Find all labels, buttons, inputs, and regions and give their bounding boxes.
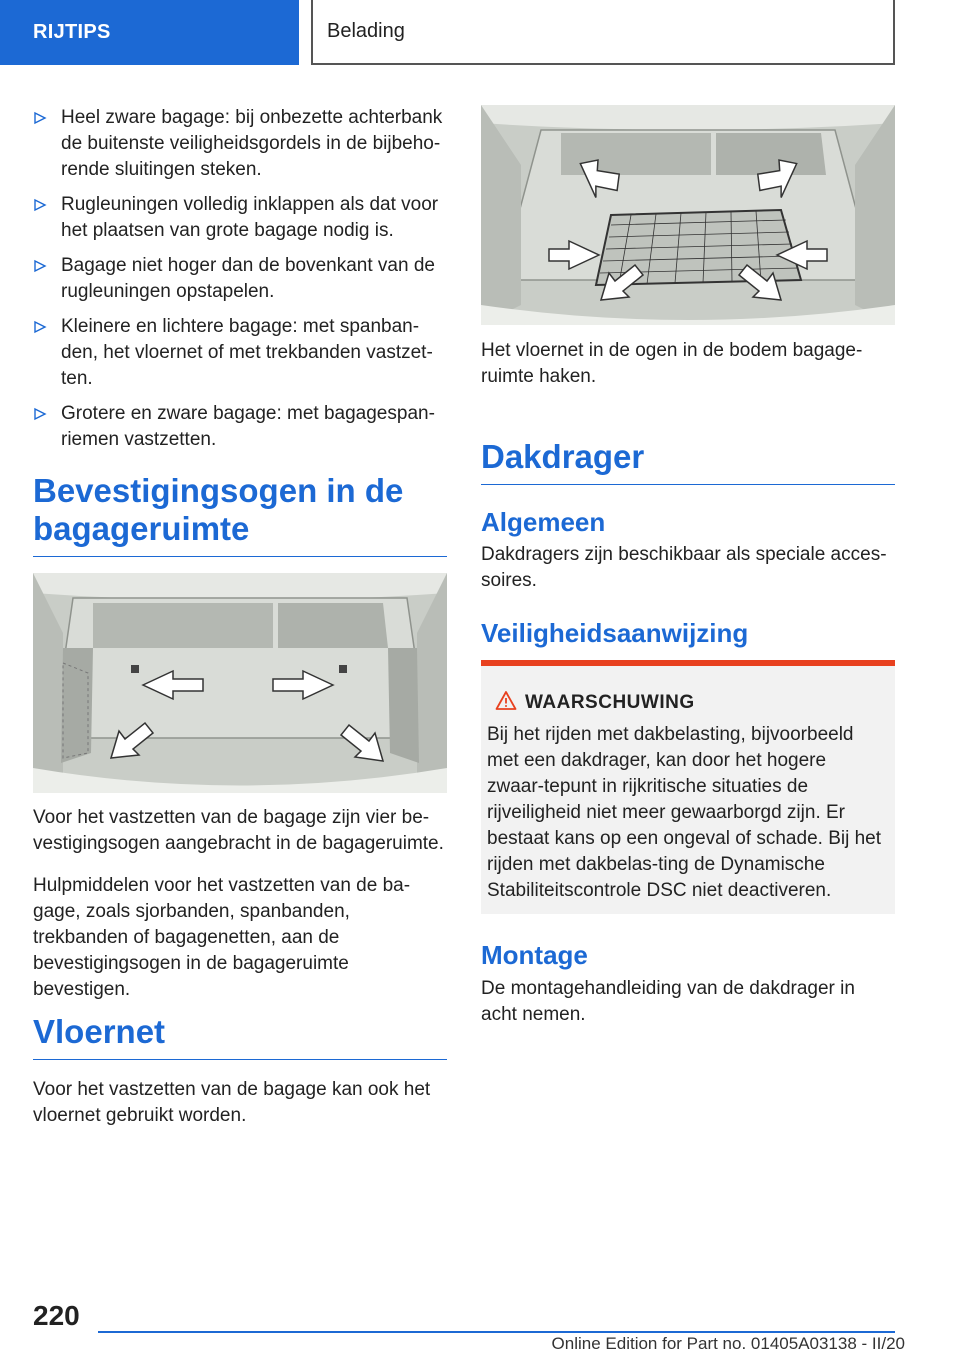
paragraph-bevestiging-1: Voor het vastzetten van de bagage zijn vier be-vestigingsogen aangebracht in de bagageruimte. [33, 807, 444, 854]
warning-text: Bij het rijden met dakbelasting, bijvoorbeeld met een dakdrager, kan door het hogere zwaar-tepunt in rijkritische situaties de rijveiligheid niet meer gewaarborgd zijn. Er bestaat kans op een ongeval of schade. Bij het rijden met dakbelas-ting de Dynamische Stabiliteitscontrole DSC niet deactiveren. [487, 724, 881, 901]
heading-vloernet: Vloernet [33, 1013, 447, 1060]
warning-triangle-icon [495, 690, 517, 712]
warning-box [481, 660, 895, 914]
header-section-tab: RIJTIPS [0, 0, 299, 65]
paragraph-algemeen: Dakdragers zijn beschikbaar als speciale acces-soires. [481, 544, 887, 591]
trunk-floor-net-photo [481, 105, 895, 325]
header-chapter-title: Belading [311, 0, 895, 65]
heading-montage: Montage [481, 940, 588, 970]
heading-algemeen: Algemeen [481, 507, 606, 537]
triangle-bullet-icon [33, 111, 47, 125]
list-item-text: Heel zware bagage: bij onbezette achterbank de buitenste veiligheidsgordels in de bijbeho-rende sluitingen steken. [61, 107, 443, 180]
list-item-text: Bagage niet hoger dan de bovenkant van de rugleuningen opstapelen. [61, 255, 435, 302]
footer-divider [98, 1331, 895, 1333]
list-item-text: Kleinere en lichtere bagage: met spanban-den, het vloernet of met trekbanden vastzet-ten. [61, 316, 433, 389]
triangle-bullet-icon [33, 407, 47, 421]
page-number: 220 [33, 1300, 80, 1331]
list-item [33, 314, 447, 392]
paragraph-vloernet: Voor het vastzetten van de bagage kan ook het vloernet gebruikt worden. [33, 1079, 431, 1126]
heading-dakdrager: Dakdrager [481, 438, 895, 485]
paragraph-bevestiging-2: Hulpmiddelen voor het vastzetten van de ba-gage, zoals sjorbanden, spanbanden, trekbanden of bagagenetten, aan de bevestigingsogen in de bagageruimte bevestigen. [33, 875, 411, 1000]
heading-bevestigingsogen: Bevestigingsogen in de bagageruimte [33, 472, 447, 557]
footer-edition: Online Edition for Part no. 01405A03138 - II/20 [551, 1334, 905, 1353]
triangle-bullet-icon [33, 198, 47, 212]
list-item [33, 401, 447, 453]
triangle-bullet-icon [33, 320, 47, 334]
safety-bullet-list [33, 105, 447, 462]
triangle-bullet-icon [33, 259, 47, 273]
list-item-text: Rugleuningen volledig inklappen als dat voor het plaatsen van grote bagage nodig is. [61, 194, 439, 241]
paragraph-montage: De montagehandleiding van de dakdrager in acht nemen. [481, 978, 855, 1025]
trunk-lashing-eyes-photo [33, 573, 447, 793]
list-item [33, 192, 447, 244]
warning-title: WAARSCHUWING [525, 692, 695, 713]
heading-veiligheidsaanwijzing: Veiligheidsaanwijzing [481, 618, 749, 648]
caption-floor-net: Het vloernet in de ogen in de bodem bagage-ruimte haken. [481, 340, 863, 387]
list-item [33, 253, 447, 305]
list-item [33, 105, 447, 183]
list-item-text: Grotere en zware bagage: met bagagespan-riemen vastzetten. [61, 403, 435, 450]
